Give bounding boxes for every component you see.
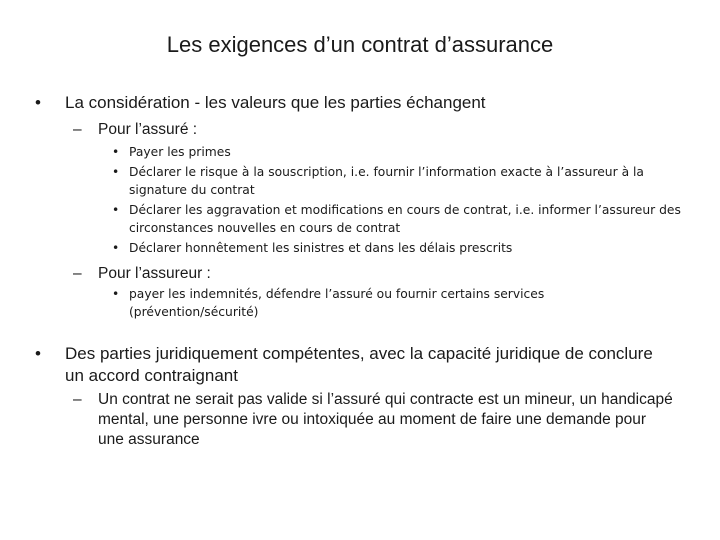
sub-bullet-assureur — [73, 264, 693, 284]
bullet-marker: • — [112, 145, 120, 159]
bullet-marker: • — [35, 93, 41, 112]
sub-bullet-assure — [73, 120, 693, 140]
bullet-text: La considération - les valeurs que les parties échangent — [65, 93, 486, 112]
item-declarer-sinistres — [112, 240, 692, 258]
sub-bullet-text: Un contrat ne serait pas valide si l’assuré qui contracte est un mineur, un handicapé mental, une personne ivre ou intoxiquée au moment de faire une demande pour une assurance — [98, 391, 673, 448]
bullet-consideration — [35, 92, 695, 114]
bullet-text: Des parties juridiquement compétentes, avec la capacité juridique de conclure un accord contraignant — [65, 344, 653, 385]
sub-bullet-text: Pour l’assureur : — [98, 265, 211, 282]
sub-bullet-text: Pour l’assuré : — [98, 121, 198, 138]
bullet-marker: • — [35, 344, 41, 363]
dash-marker: – — [73, 121, 82, 138]
item-payer-primes — [112, 144, 692, 162]
item-declarer-risque — [112, 164, 687, 199]
bullet-marker: • — [112, 165, 120, 179]
item-text: Déclarer le risque à la souscription, i.e. fournir l’information exacte à l’assureur à la signature du contrat — [129, 165, 644, 197]
dash-marker: – — [73, 265, 82, 282]
slide-title: Les exigences d’un contrat d’assurance — [166, 32, 554, 57]
item-declarer-aggravation — [112, 202, 694, 237]
bullet-marker: • — [112, 203, 120, 217]
item-text: Payer les primes — [129, 145, 231, 159]
bullet-parties-competentes — [35, 343, 655, 387]
item-text: payer les indemnités, défendre l’assuré ou fournir certains services (prévention/sécurité) — [129, 287, 545, 319]
item-payer-indemnites — [112, 286, 582, 321]
sub-bullet-contrat-invalide — [73, 390, 673, 450]
item-text: Déclarer honnêtement les sinistres et dans les délais prescrits — [129, 241, 513, 255]
dash-marker: – — [73, 391, 82, 408]
bullet-marker: • — [112, 241, 120, 255]
bullet-marker: • — [112, 287, 120, 301]
item-text: Déclarer les aggravation et modifications en cours de contrat, i.e. informer l’assureur des circonstances nouvelles en cours de contrat — [129, 203, 681, 235]
